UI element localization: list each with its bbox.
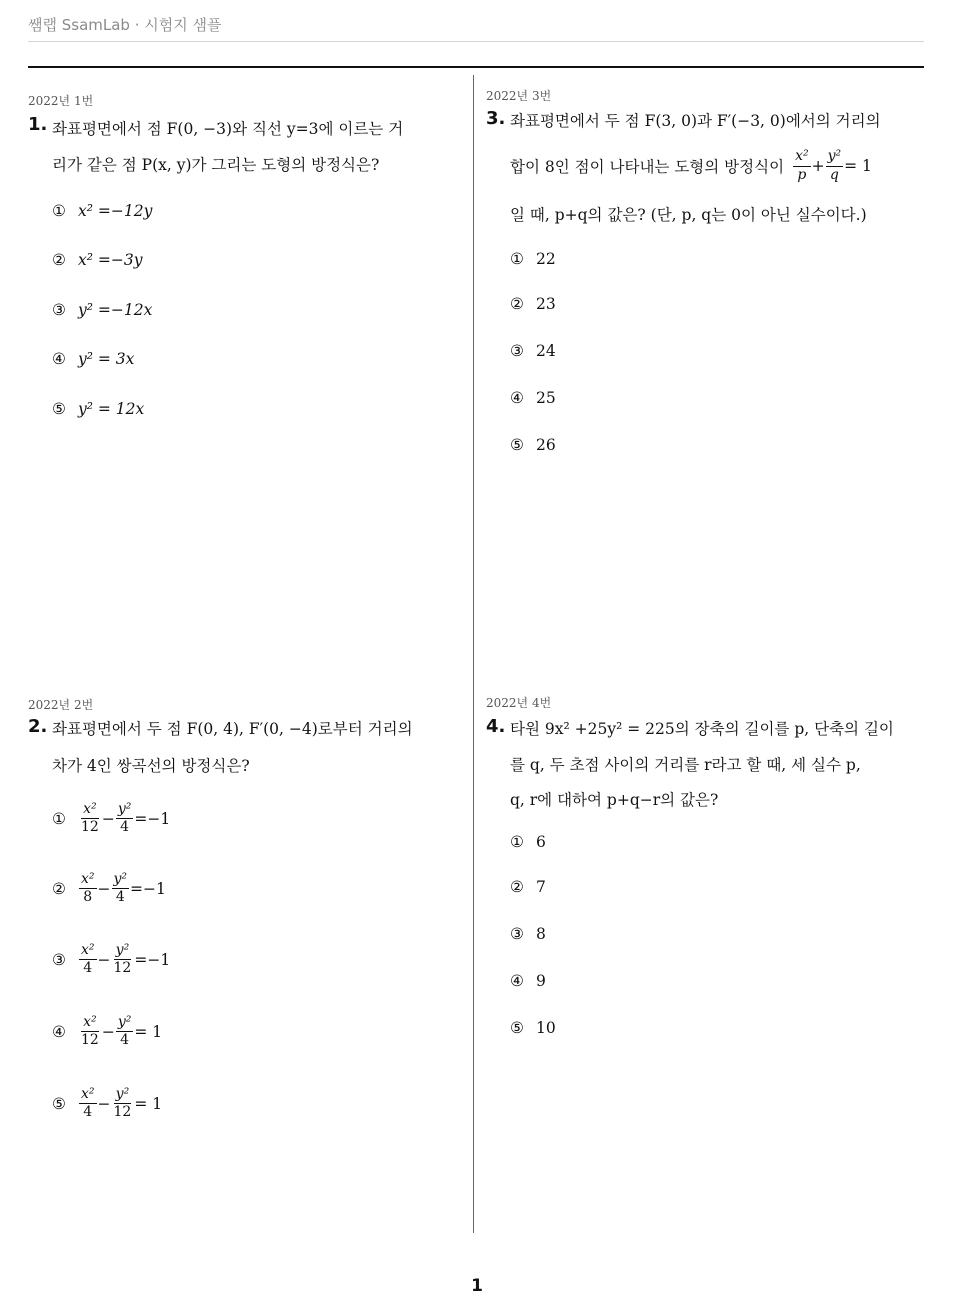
answer-option[interactable]: ③ $\frac{\text{x²}}{4}$ − $\frac{\text{y²}}{12}$ =−1 [52, 942, 171, 977]
header-divider [28, 41, 924, 42]
question-text: q, r에 대하여 p+q−r의 값은? [510, 791, 719, 809]
option-text: x² =−12y [78, 202, 153, 220]
option-text: y² =−12x [78, 301, 153, 319]
question-text: 타원 9x² +25y² = 225의 장축의 길이를 p, 단축의 길이 [510, 720, 894, 738]
answer-option[interactable] [52, 202, 152, 220]
question-number: 3. [486, 108, 506, 129]
option-text: 9 [536, 972, 546, 990]
question-number: 1. [28, 114, 48, 135]
answer-option[interactable] [510, 295, 556, 313]
answer-option[interactable]: ① $\frac{\text{x²}}{12}$ − $\frac{\text{y²}}{4}$ =−1 [52, 801, 171, 836]
fraction: $\frac{\text{y²}}{4}$ [113, 871, 128, 906]
option-text: y² = 12x [78, 400, 145, 418]
option-text: 8 [536, 925, 546, 943]
answer-option[interactable] [510, 833, 546, 851]
question-text: 일 때, p+q의 값은? (단, p, q는 0이 아닌 실수이다.) [510, 206, 867, 224]
option-mark: ② [52, 879, 66, 898]
answer-option[interactable] [510, 389, 556, 407]
page-number: 1 [471, 1276, 483, 1296]
option-mark: ③ [510, 342, 524, 360]
fraction: $\frac{\text{x²}}{4}$ [81, 1086, 95, 1121]
option-mark: ⑤ [510, 436, 524, 454]
option-mark: ⑤ [510, 1019, 524, 1037]
answer-option[interactable] [52, 350, 134, 368]
fraction: $\frac{\text{y²}}{12}$ [113, 1086, 132, 1121]
fraction: $\frac{\text{x²}}{12}$ [81, 1014, 99, 1049]
answer-option[interactable]: ④ $\frac{\text{x²}}{12}$ − $\frac{\text{y²}}{4}$ = 1 [52, 1014, 163, 1049]
question-source: 2022년 3번 [486, 89, 552, 103]
question-text: 리가 같은 점 P(x, y)가 그리는 도형의 방정식은? [52, 156, 380, 174]
question-number: 2. [28, 716, 48, 737]
top-rule [28, 66, 924, 68]
option-mark: ① [52, 202, 66, 220]
option-text: 10 [536, 1019, 556, 1037]
answer-option[interactable] [52, 251, 142, 269]
answer-option[interactable]: ⑤ $\frac{\text{x²}}{4}$ − $\frac{\text{y²}}{12}$ = 1 [52, 1086, 163, 1121]
fraction: $\frac{\text{y²}}{12}$ [113, 942, 132, 977]
fraction: $\frac{\text{x²}}{4}$ [81, 942, 95, 977]
fraction: $\frac{\text{x²}}{p}$ [795, 148, 809, 183]
option-mark: ② [510, 295, 524, 313]
answer-option[interactable] [510, 878, 546, 896]
option-mark: ④ [52, 350, 66, 368]
option-mark: ③ [510, 925, 524, 943]
option-text: 22 [536, 250, 556, 268]
option-mark: ② [510, 878, 524, 896]
column-divider [473, 75, 474, 1233]
option-mark: ① [510, 250, 524, 268]
option-text: 26 [536, 436, 556, 454]
option-mark: ④ [510, 389, 524, 407]
answer-option[interactable] [52, 301, 152, 319]
answer-option[interactable]: ② $\frac{\text{x²}}{8}$ − $\frac{\text{y²}}{4}$ =−1 [52, 871, 166, 906]
option-text: y² = 3x [78, 350, 135, 368]
question-text: 합이 8인 점이 나타내는 도형의 방정식이 $\frac{\text{x²}}{p}$ + $\frac{\text{y²}}{q}$ = 1 [510, 148, 872, 183]
option-mark: ⑤ [52, 1094, 66, 1113]
option-text: 24 [536, 342, 556, 360]
question-source: 2022년 2번 [28, 698, 94, 712]
fraction: $\frac{\text{x²}}{12}$ [81, 801, 99, 836]
question-number: 4. [486, 716, 506, 737]
answer-option[interactable] [510, 1019, 556, 1037]
answer-option[interactable] [510, 972, 546, 990]
fraction: $\frac{\text{y²}}{4}$ [117, 801, 132, 836]
question-text: 를 q, 두 초점 사이의 거리를 r라고 할 때, 세 실수 p, [510, 756, 861, 774]
question-text: 좌표평면에서 두 점 F(0, 4), F′(0, −4)로부터 거리의 [52, 720, 413, 738]
fraction: $\frac{\text{y²}}{4}$ [117, 1014, 132, 1049]
option-text: 25 [536, 389, 556, 407]
answer-option[interactable] [510, 342, 556, 360]
option-mark: ① [510, 833, 524, 851]
option-text: x² =−3y [78, 251, 143, 269]
question-text: 좌표평면에서 점 F(0, −3)와 직선 y=3에 이르는 거 [52, 120, 404, 138]
answer-option[interactable] [510, 436, 556, 454]
question-source: 2022년 4번 [486, 696, 552, 710]
question-text: 차가 4인 쌍곡선의 방정식은? [52, 757, 250, 775]
fraction: $\frac{\text{y²}}{q}$ [827, 148, 842, 183]
answer-option[interactable] [510, 925, 546, 943]
option-text: 6 [536, 833, 546, 851]
option-mark: ③ [52, 301, 66, 319]
answer-option[interactable] [52, 400, 144, 418]
option-mark: ④ [52, 1022, 66, 1041]
option-mark: ① [52, 809, 66, 828]
option-mark: ② [52, 251, 66, 269]
page-header-title: 쌤랩 SsamLab · 시험지 샘플 [28, 16, 222, 34]
question-text: 좌표평면에서 두 점 F(3, 0)과 F′(−3, 0)에서의 거리의 [510, 112, 881, 130]
option-mark: ④ [510, 972, 524, 990]
fraction: $\frac{\text{x²}}{8}$ [81, 871, 95, 906]
question-source: 2022년 1번 [28, 94, 94, 108]
question-text-segment: 합이 8인 점이 나타내는 도형의 방정식이 [510, 158, 785, 176]
option-text: 23 [536, 295, 556, 313]
option-mark: ③ [52, 950, 66, 969]
answer-option[interactable] [510, 250, 556, 268]
option-mark: ⑤ [52, 400, 66, 418]
option-text: 7 [536, 878, 546, 896]
